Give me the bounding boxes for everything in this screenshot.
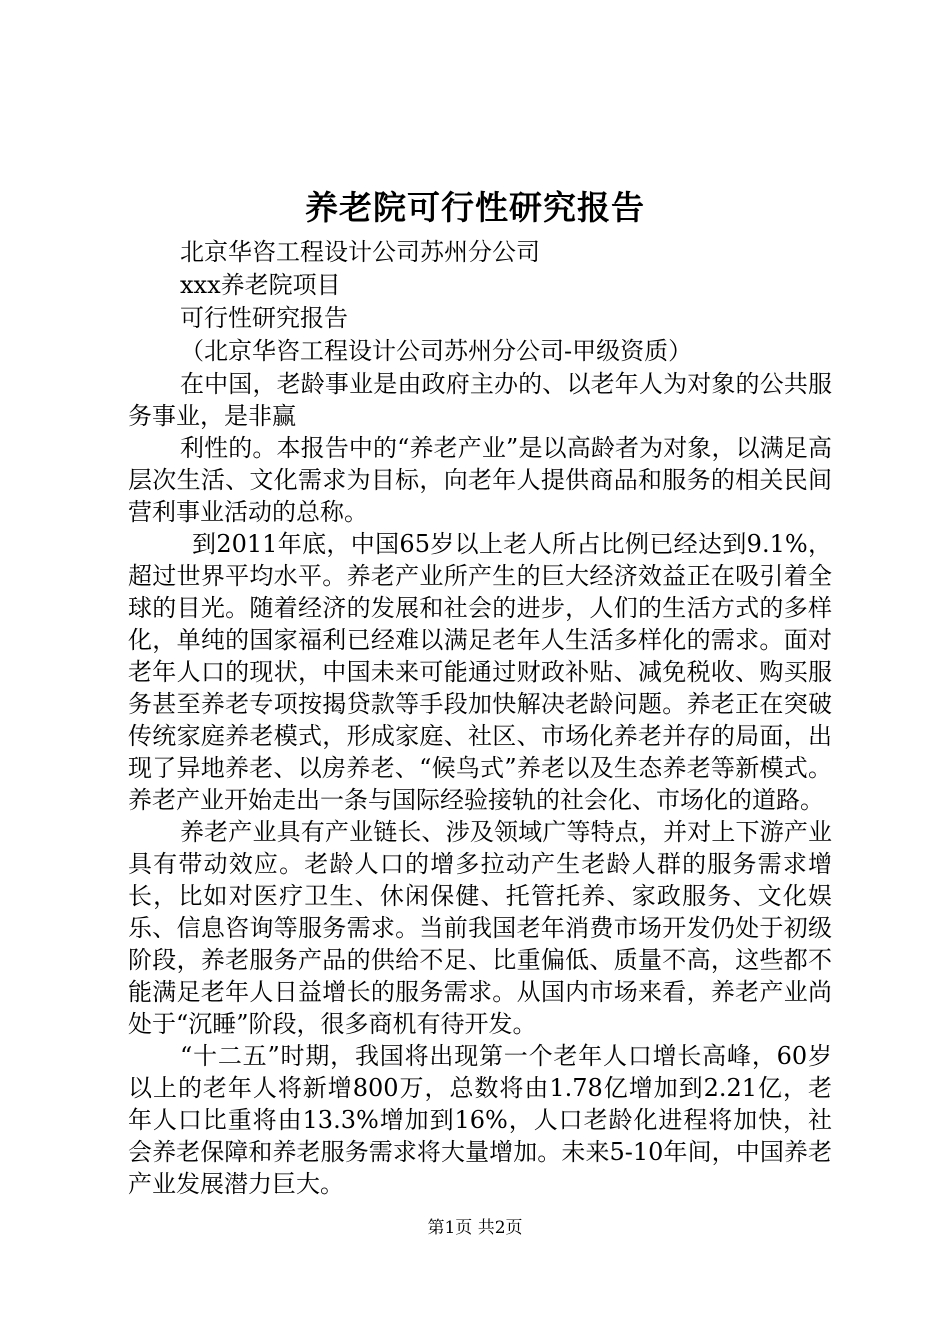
header-line-company: 北京华咨工程设计公司苏州分公司: [180, 238, 540, 266]
document-title: 养老院可行性研究报告: [305, 188, 645, 227]
header-line-project: xxx养老院项目: [180, 271, 341, 299]
paragraph-statistics: 到2011年底，中国65岁以上老人所占比例已经达到9.1%，超过世界平均水平。养老产业所产生的巨大经济效益正在吸引着全球的目光。随着经济的发展和社会的进步，人们的生活方式的多样化，单纯的国家福利已经难以满足老年人生活多样化的需求。面对老年人口的现状，中国未来可能通过财政补贴、减免税收、购买服务甚至养老专项按揭贷款等手段加快解决老龄问题。养老正在突破传统家庭养老模式，形成家庭、社区、市场化养老并存的局面，出现了异地养老、以房养老、“候鸟式”养老以及生态养老等新模式。养老产业开始走出一条与国际经验接轨的社会化、市场化的道路。: [128, 530, 832, 814]
paragraph-definition: 利性的。本报告中的“养老产业”是以高龄者为对象，以满足高层次生活、文化需求为目标，向老年人提供商品和服务的相关民间营利事业活动的总称。: [128, 434, 832, 526]
header-line-report: 可行性研究报告: [180, 304, 348, 332]
page-footer: 第1页 共2页: [427, 1218, 523, 1238]
header-line-qualification: （北京华咨工程设计公司苏州分公司-甲级资质）: [180, 337, 693, 365]
paragraph-five-year-plan: “十二五”时期，我国将出现第一个老年人口增长高峰，60岁以上的老年人将新增800万，总数将由1.78亿增加到2.21亿，老年人口比重将由13.3%增加到16%，人口老龄化进程将加快，社会养老保障和养老服务需求将大量增加。未来5-10年间，中国养老产业发展潜力巨大。: [128, 1042, 832, 1198]
paragraph-intro: 在中国，老龄事业是由政府主办的、以老年人为对象的公共服务事业，是非赢: [128, 370, 832, 430]
paragraph-industry-chain: 养老产业具有产业链长、涉及领域广等特点，并对上下游产业具有带动效应。老龄人口的增多拉动产生老龄人群的服务需求增长，比如对医疗卫生、休闲保健、托管托养、家政服务、文化娱乐、信息咨询等服务需求。当前我国老年消费市场开发仍处于初级阶段，养老服务产品的供给不足、比重偏低、质量不高，这些都不能满足老年人日益增长的服务需求。从国内市场来看，养老产业尚处于“沉睡”阶段，很多商机有待开发。: [128, 818, 832, 1038]
document-body: [128, 236, 832, 1200]
